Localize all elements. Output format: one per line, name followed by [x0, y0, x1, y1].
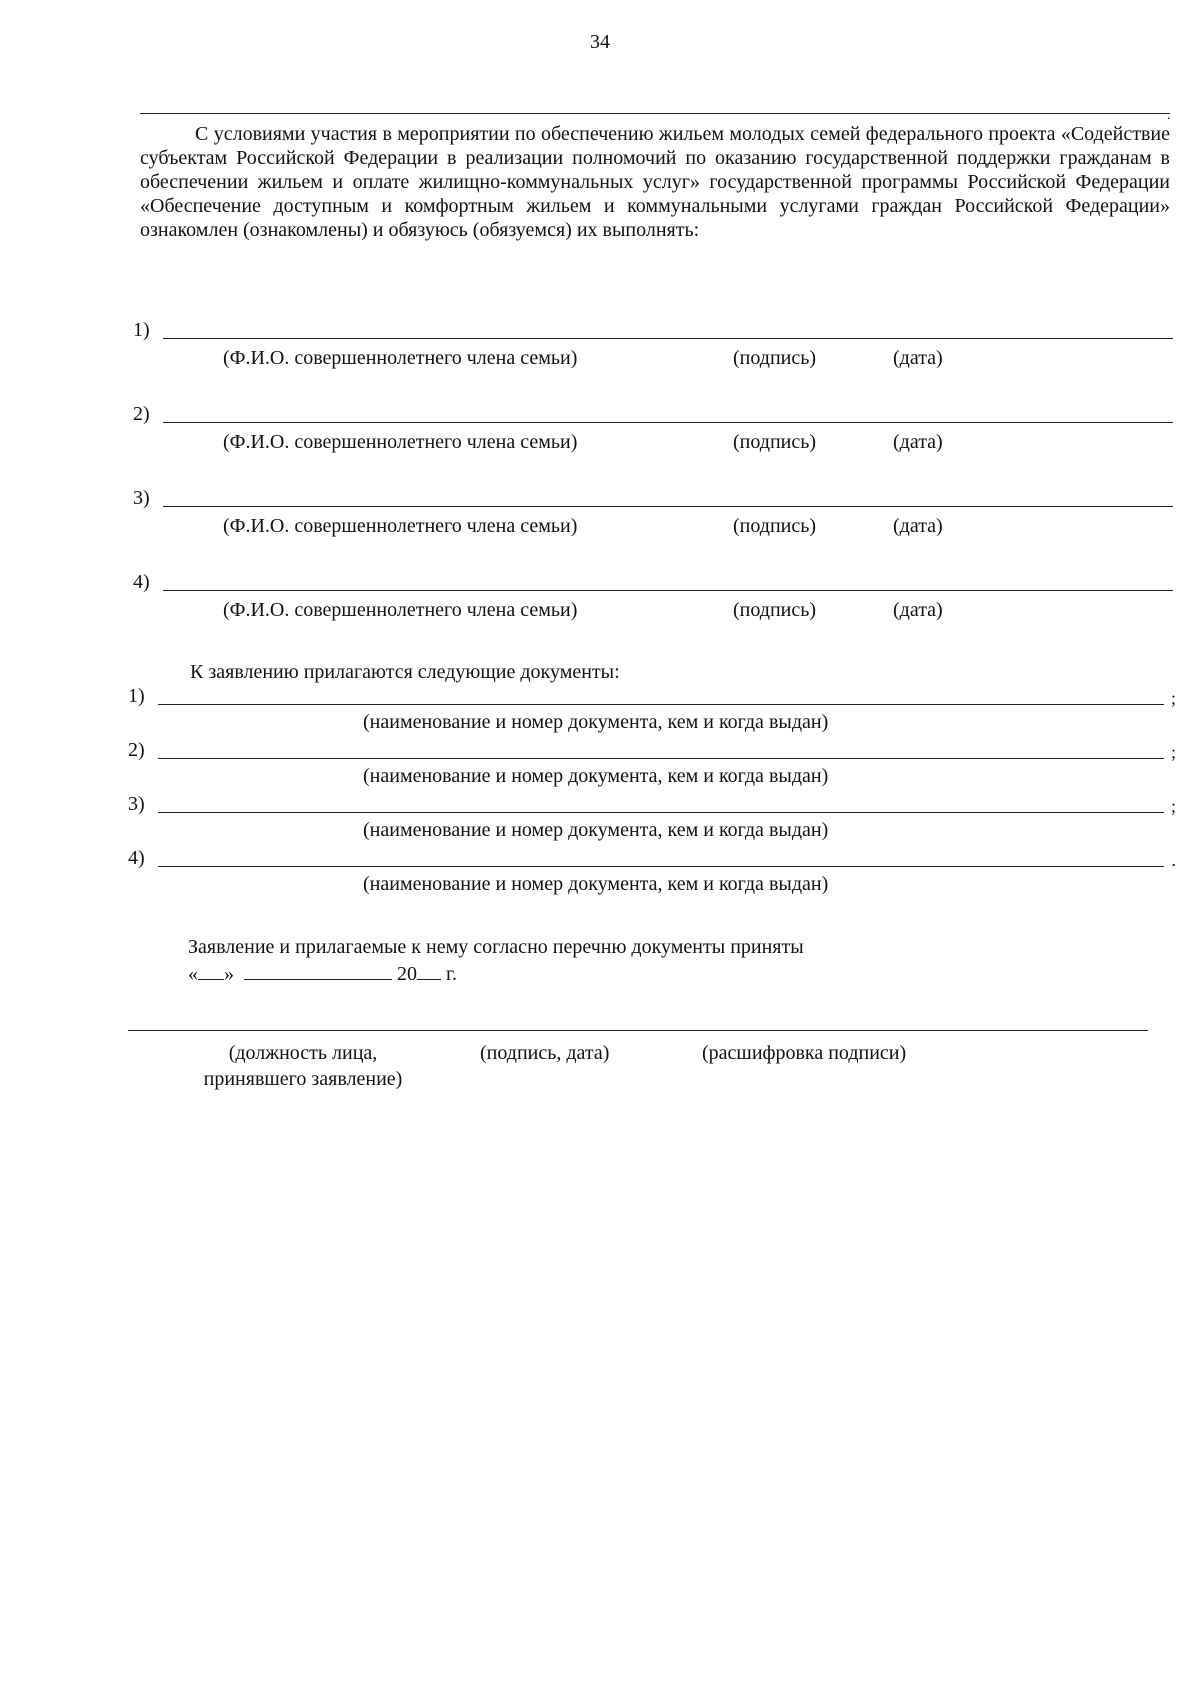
signature-caption: (подпись) — [733, 431, 817, 453]
line-end-mark: . — [1171, 850, 1176, 870]
document-fill-line — [158, 704, 1164, 705]
row-number: 2) — [133, 403, 150, 425]
date-caption: (дата) — [893, 515, 943, 537]
row-number: 2) — [128, 739, 145, 761]
document-fill-line — [158, 866, 1164, 867]
date-caption: (дата) — [893, 347, 943, 369]
document-caption: (наименование и номер документа, кем и когда выдан) — [363, 765, 829, 787]
fio-fill-line — [163, 590, 1173, 591]
acceptance-date — [188, 962, 457, 986]
family-member-row — [133, 318, 1173, 378]
signature-fill-line — [128, 1030, 1148, 1031]
row-number: 3) — [128, 793, 145, 815]
year-blank — [417, 963, 441, 980]
family-member-row — [133, 486, 1173, 546]
documents-heading: К заявлению прилагаются следующие документы: — [190, 661, 620, 683]
fio-fill-line — [163, 338, 1173, 339]
document-fill-line — [158, 758, 1164, 759]
document-row — [128, 846, 1178, 898]
document-caption: (наименование и номер документа, кем и когда выдан) — [363, 819, 829, 841]
document-caption: (наименование и номер документа, кем и когда выдан) — [363, 873, 829, 895]
family-member-row — [133, 570, 1173, 630]
signature-caption: (подпись) — [733, 515, 817, 537]
page-number: 34 — [590, 31, 610, 53]
line-end-mark: ; — [1170, 796, 1176, 816]
row-number: 1) — [133, 319, 150, 341]
signature-date-caption: (подпись, дата) — [480, 1042, 610, 1064]
document-caption: (наименование и номер документа, кем и когда выдан) — [363, 711, 829, 733]
quote-open: « — [188, 963, 198, 985]
row-number: 4) — [133, 571, 150, 593]
document-fill-line — [158, 812, 1164, 813]
line-end-mark: ; — [1170, 688, 1176, 708]
fio-caption: (Ф.И.О. совершеннолетнего члена семьи) — [223, 599, 578, 621]
date-caption: (дата) — [893, 431, 943, 453]
family-member-row — [133, 402, 1173, 462]
quote-close: » — [224, 963, 234, 985]
document-row — [128, 684, 1178, 736]
day-blank — [198, 963, 224, 980]
signature-caption: (подпись) — [733, 347, 817, 369]
position-caption: (должность лица, принявшего заявление) — [203, 1042, 403, 1090]
acceptance-statement: Заявление и прилагаемые к нему согласно перечню документы приняты — [188, 936, 804, 958]
row-number: 4) — [128, 847, 145, 869]
fio-caption: (Ф.И.О. совершеннолетнего члена семьи) — [223, 347, 578, 369]
date-caption: (дата) — [893, 599, 943, 621]
signature-decode-caption: (расшифровка подписи) — [702, 1042, 907, 1064]
document-row — [128, 738, 1178, 790]
fio-fill-line — [163, 422, 1173, 423]
month-blank — [244, 963, 392, 980]
row-number: 3) — [133, 487, 150, 509]
fio-fill-line — [163, 506, 1173, 507]
fio-caption: (Ф.И.О. совершеннолетнего члена семьи) — [223, 515, 578, 537]
intro-paragraph: С условиями участия в мероприятии по обеспечению жильем молодых семей федерального проекта «Содействие субъектам Российской Федерации в реализации полномочий по оказанию государственной поддержки гражданам в обеспечении жильем и оплате жилищно-коммунальных услуг» государственной программы Российской Федерации «Обеспечение доступным и комфортным жильем и коммунальными услугами граждан Российской Федерации» ознакомлен (ознакомлены) и обязуюсь (обязуемся) их выполнять: — [140, 123, 1170, 241]
line-end-mark: ; — [1170, 742, 1176, 762]
signature-caption: (подпись) — [733, 599, 817, 621]
top-line-end-mark: . — [1167, 108, 1171, 123]
fio-caption: (Ф.И.О. совершеннолетнего члена семьи) — [223, 431, 578, 453]
year-suffix: г. — [446, 963, 457, 985]
row-number: 1) — [128, 685, 145, 707]
top-fill-line — [140, 113, 1170, 114]
document-row — [128, 792, 1178, 844]
year-prefix: 20 — [397, 963, 417, 985]
